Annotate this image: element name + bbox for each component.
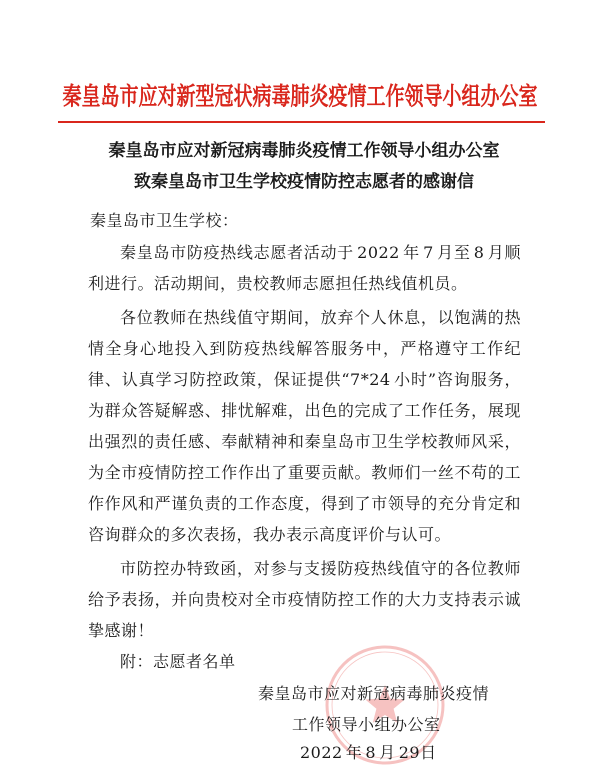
red-header-org-name: 秦皇岛市应对新型冠状病毒肺炎疫情工作领导小组办公室: [62, 82, 538, 112]
paragraph-line: 为群众答疑解惑、排忧解难，出色的完成了工作任务，展现: [88, 401, 521, 420]
paragraph-line: 挚感谢！: [88, 621, 155, 640]
paragraph-line: 市防控办特致函，对参与支援防疫热线值守的各位教师: [120, 559, 521, 578]
paragraph-line: 咨询群众的多次表扬，我办表示高度评价与认可。: [88, 525, 452, 544]
paragraph-line: 情全身心地投入到防疫热线解答服务中，严格遵守工作纪: [88, 339, 521, 358]
red-header-rule: [58, 121, 545, 123]
paragraph-line: 为全市疫情防控工作作出了重要贡献。教师们一丝不苟的工: [88, 463, 521, 482]
paragraph-line: 律、认真学习防控政策，保证提供“7*24 小时”咨询服务，: [88, 370, 521, 389]
paragraph-line: 秦皇岛市防疫热线志愿者活动于 2022 年 7 月至 8 月顺: [120, 243, 521, 262]
paragraph-line: 出强烈的责任感、奉献精神和秦皇岛市卫生学校教师风采，: [88, 432, 521, 451]
paragraph-line: 利进行。活动期间，贵校教师志愿担任热线值机员。: [88, 274, 468, 293]
signature-date: 2022 年 8 月 29日: [300, 743, 437, 762]
signature-org-line: 秦皇岛市应对新冠病毒肺炎疫情: [258, 684, 490, 703]
signature-org-line: 工作领导小组办公室: [292, 715, 441, 734]
title-line-subject: 致秦皇岛市卫生学校疫情防控志愿者的感谢信: [134, 172, 474, 192]
paragraph-line: 各位教师在热线值守期间，放弃个人休息，以饱满的热: [120, 308, 521, 327]
letter-title: [8, 136, 600, 198]
paragraph-2: [88, 302, 521, 550]
salutation: 秦皇岛市卫生学校：: [90, 211, 239, 230]
paragraph-1: [88, 237, 521, 299]
letter-body: [88, 205, 521, 677]
attachment-note: 附：志愿者名单: [120, 652, 236, 671]
paragraph-line: 作作风和严谨负责的工作态度，得到了市领导的充分肯定和: [88, 494, 521, 513]
paragraph-3: [88, 553, 521, 646]
paragraph-line: 给予表扬，并向贵校对全市疫情防控工作的大力支持表示诚: [88, 590, 521, 609]
signature-block: [258, 678, 489, 768]
title-line-sender: 秦皇岛市应对新冠病毒肺炎疫情工作领导小组办公室: [108, 141, 500, 161]
